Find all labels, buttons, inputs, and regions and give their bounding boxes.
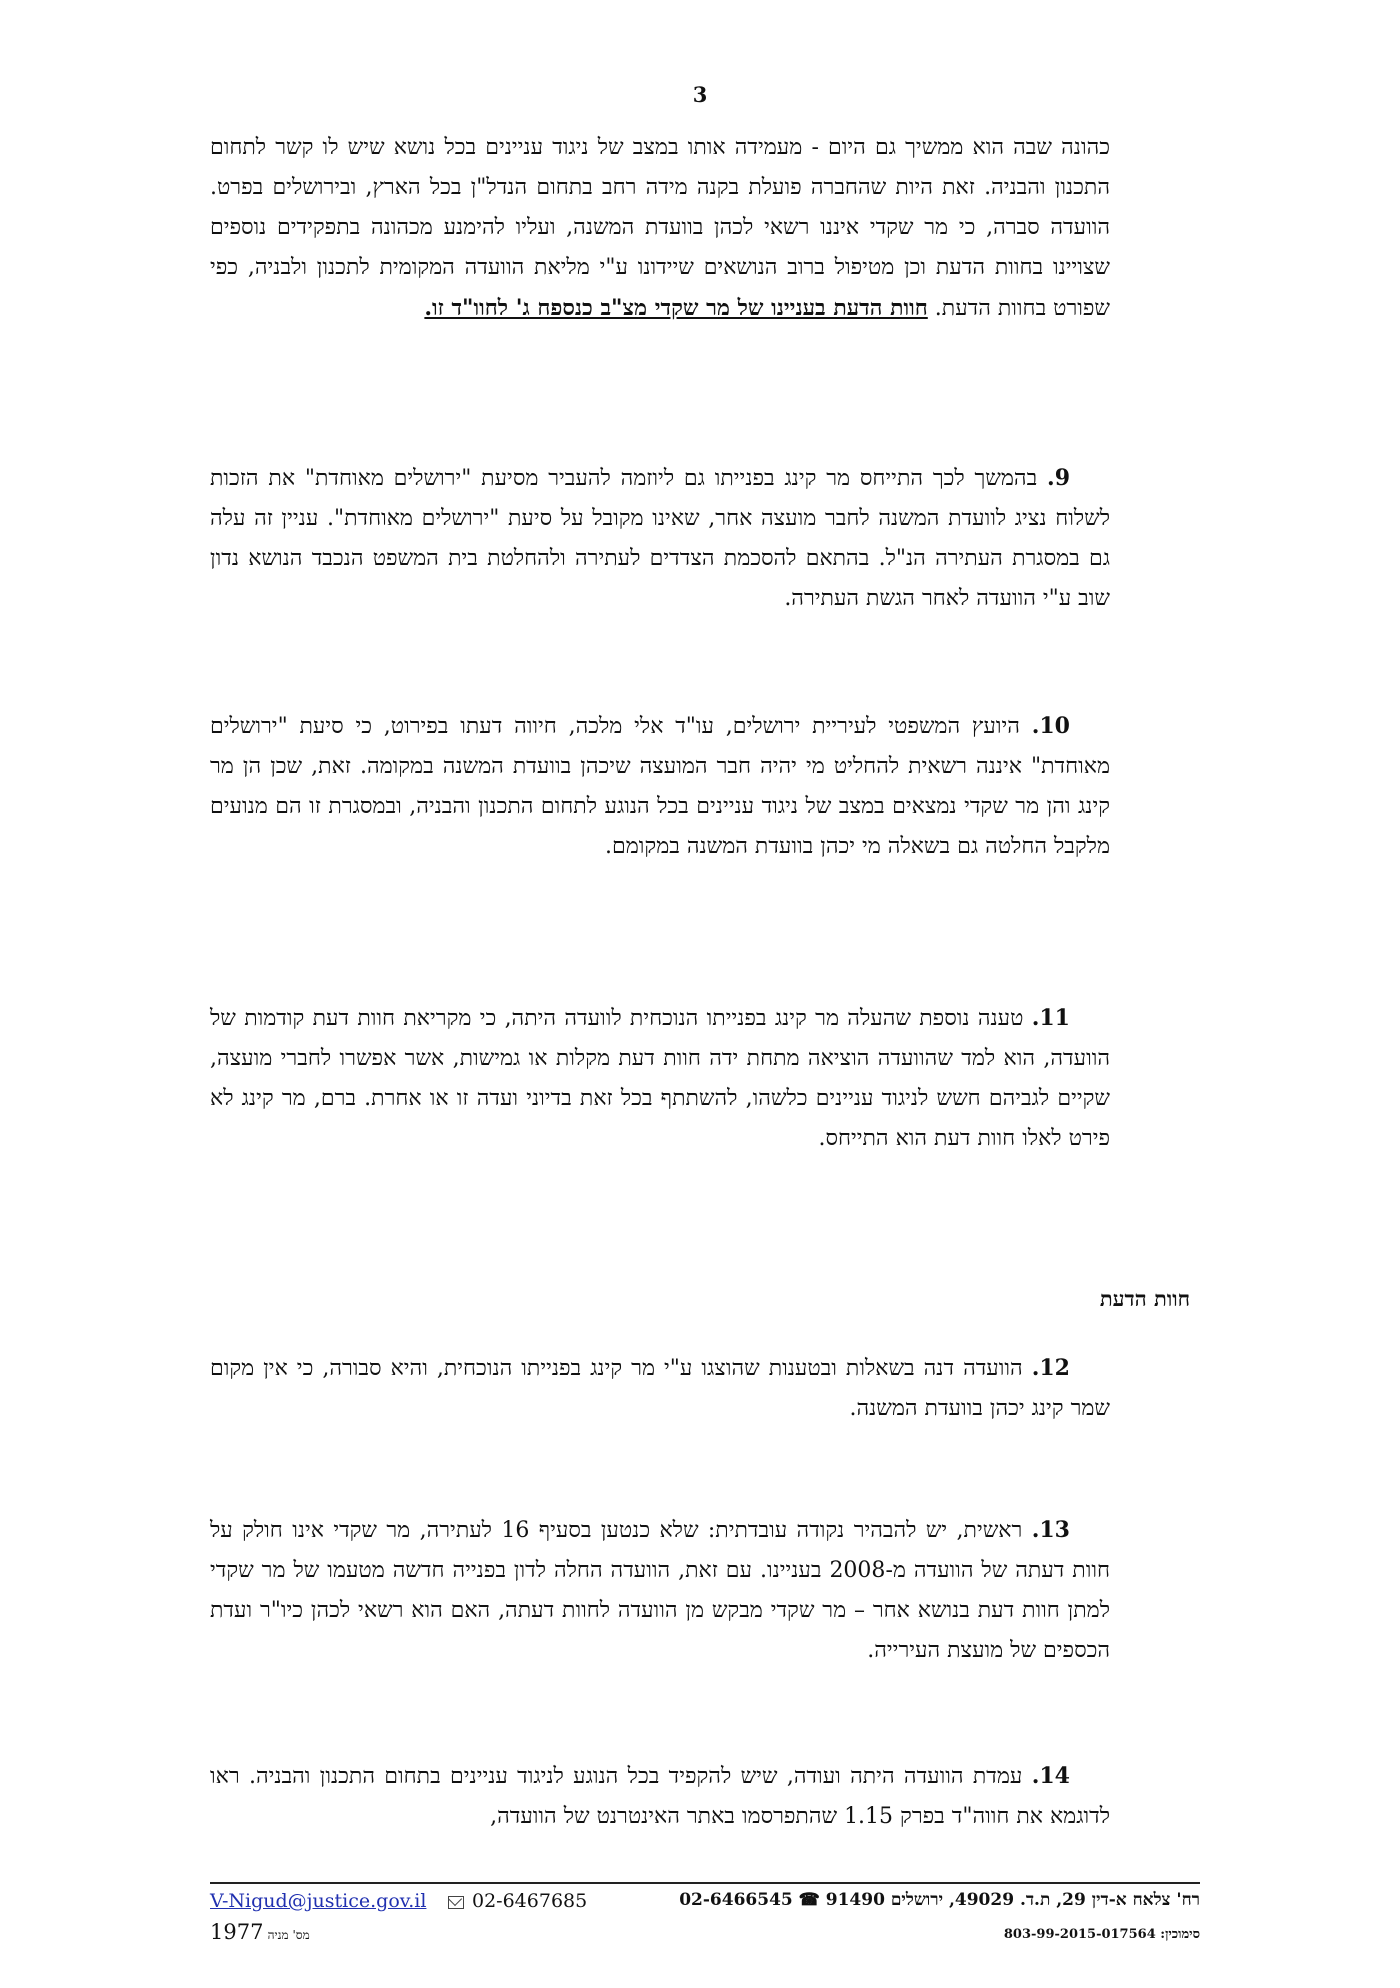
- footer-address: רח' צלאח א-דין 29, ת.ד. 49029, ירושלים 91490 ☎ 02-6466545: [679, 1890, 1200, 1910]
- paragraph-text: בהמשך לכך התייחס מר קינג בפנייתו גם ליוזמה להעביר מסיעת "ירושלים מאוחדת" את הזכות לשלוח נציג לוועדת המשנה לחבר מועצה אחר, שאינו מקובל על סיעת "ירושלים מאוחדת". עניין זה עלה גם במסגרת העתירה הנ"ל. בהתאם להסכמת הצדדים לעתירה ולהחלטת בית המשפט הנכבד הנושא נדון שוב ע"י הוועדה לאחר הגשת העתירה.: [210, 466, 1110, 611]
- paragraph-10: [210, 706, 1110, 867]
- paragraph-text: טענה נוספת שהעלה מר קינג בפנייתו הנוכחית לוועדה היתה, כי מקריאת חוות דעת קודמות של הוועדה, הוא למד שהוועדה הוציאה מתחת ידה חוות דעת מקלות או גמישות, אשר אפשרו לחברי מועצה, שקיים לגביהם חשש לניגוד עניינים כלשהו, להשתתף בכל זאת בדיוני ועדה זו או אחרת. ברם, מר קינג לא פירט לאלו חוות דעת הוא התייחס.: [210, 1006, 1110, 1151]
- paragraph-12: [210, 1348, 1110, 1429]
- paragraph-number: 13.: [1031, 1517, 1070, 1543]
- paragraph-number: 12.: [1031, 1355, 1070, 1381]
- paragraph-text: ראשית, יש להבהיר נקודה עובדתית: שלא כנטען בסעיף 16 לעתירה, מר שקדי אינו חולק על חוות דעתה של הוועדה מ-2008 בעניינו. עם זאת, הוועדה החלה לדון בפנייה חדשה מטעמו של מר שקדי למתן חוות דעת בנושא אחר – מר שקדי מבקש מן הוועדה לחוות דעתה, האם הוא רשאי לכהן כיו"ר ועדת הכספים של מועצת העירייה.: [210, 1518, 1111, 1663]
- footer-reference-line: [210, 1920, 1200, 1948]
- footer-reference: סימוכין: 803-99-2015-017564: [1003, 1927, 1200, 1942]
- paragraph-text: היועץ המשפטי לעיריית ירושלים, עו"ד אלי מלכה, חיווה דעתו בפירוט, כי סיעת "ירושלים מאוחדת" איננה רשאית להחליט מי יהיה חבר המועצה שיכהן בוועדת המשנה במקומה. זאת, שכן הן מר קינג והן מר שקדי נמצאים במצב של ניגוד עניינים בכל הנוגע לתחום התכנון והבניה, ובמסגרת זו הם מנועים מלקבל החלטה גם בשאלה מי יכהן בוועדת המשנה במקומם.: [210, 714, 1110, 859]
- paragraph-13: [210, 1510, 1110, 1671]
- paragraph-number: 14.: [1031, 1763, 1070, 1789]
- footer-fax: 02-6467685: [472, 1890, 588, 1912]
- paragraph-14: [210, 1756, 1110, 1837]
- intro-text: כהונה שבה הוא ממשיך גם היום - מעמידה אותו במצב של ניגוד עניינים בכל נושא שיש לו קשר לתחום התכנון והבניה. זאת היות שהחברה פועלת בקנה מידה רחב בתחום הנדל"ן בכל הארץ, ובירושלים בפרט. הוועדה סברה, כי מר שקדי איננו רשאי לכהן בוועדת המשנה, ועליו להימנע מכהונה בתפקידים נוספים שצויינו בחוות הדעת וכן מטיפול ברוב הנושאים שיידונו ע"י מליאת הוועדה המקומית לתכנון ולבניה, כפי שפורט בחוות הדעת.: [210, 135, 1110, 321]
- paragraph-11: [210, 998, 1110, 1159]
- footer-divider: [210, 1882, 1200, 1884]
- paragraph-number: 9.: [1047, 465, 1070, 491]
- footer-mesi-label: מס' מניה: [267, 1928, 310, 1942]
- intro-annex-reference: חוות הדעת בעניינו של מר שקדי מצ"ב כנספח ג' לחוו"ד זו.: [424, 295, 928, 321]
- paragraph-9: [210, 458, 1110, 619]
- page-number: 3: [692, 82, 708, 107]
- intro-paragraph: [210, 128, 1110, 329]
- paragraph-text: הוועדה דנה בשאלות ובטענות שהוצגו ע"י מר קינג בפנייתו הנוכחית, והיא סבורה, כי אין מקום שמר קינג יכהן בוועדת המשנה.: [210, 1356, 1110, 1421]
- paragraph-number: 11.: [1031, 1005, 1070, 1031]
- footer-email-link[interactable]: V-Nigud@justice.gov.il: [210, 1890, 427, 1912]
- section-heading: חוות הדעת: [1099, 1286, 1190, 1311]
- paragraph-number: 10.: [1031, 713, 1070, 739]
- footer-mesi-number: 1977: [210, 1920, 264, 1944]
- footer-mesi: [210, 1920, 310, 1944]
- mail-icon: [448, 1896, 464, 1909]
- paragraph-text: עמדת הוועדה היתה ועודה, שיש להקפיד בכל הנוגע לניגוד עניינים בתחום התכנון והבניה. ראו לדוגמא את חווה"ד בפרק 1.15 שהתפרסמו באתר האינטרנט של הוועדה,: [210, 1764, 1110, 1829]
- footer-contact-line: [210, 1890, 1200, 1918]
